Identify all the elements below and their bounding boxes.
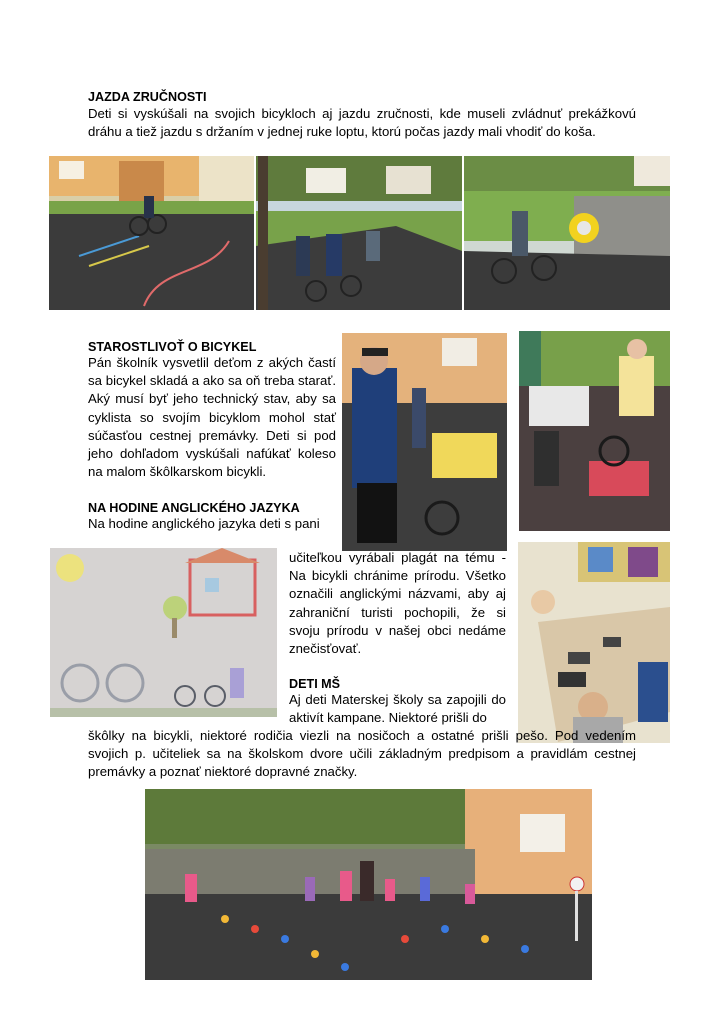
- heading-deti-ms: DETI MŠ: [289, 677, 341, 691]
- paragraph-anglictina-part2: učiteľkou vyrábali plagát na tému - Na bicykli chránime prírodu. Všetko označili anglickými názvami, aby aj zahraniční turisti pochopili, že si svoju prírodu v našej obci nedáme znečisťovať.: [289, 550, 506, 657]
- paragraph-jazda-zrucnosti: Deti si vyskúšali na svojich bicykloch aj jazdu zručnosti, kde museli zvládnuť prekážkovú dráhu a tiež jazdu s držaním v jednej ruke loptu, ktorú počas jazdy mali vhodiť do koša.: [88, 106, 636, 140]
- paragraph-anglictina-part1: Na hodine anglického jazyka deti s pani: [88, 516, 320, 531]
- paragraph-deti-ms-part1: Aj deti Materskej školy sa zapojili do aktivít kampane. Niektoré prišli do: [289, 692, 506, 726]
- photo-classroom: [518, 542, 670, 743]
- photo-bike-repair-2: [519, 331, 670, 531]
- heading-starostlivost: STAROSTLIVOŤ O BICYKEL: [88, 340, 257, 354]
- photo-ball-basket: [464, 156, 670, 310]
- photo-bike-repair-1: [342, 333, 507, 551]
- paragraph-starostlivost: Pán školník vysvetlil deťom z akých častí sa bicykel skladá a ako sa oň treba starať. Aký musí byť jeho technický stav, aby sa cyklista so svojím bicyklom mohol stať súčasťou cestnej premávky. Deti si pod jeho dohľadom vyskúšali nafúkať koleso na malom škôlkarskom bicykli.: [88, 355, 336, 480]
- photo-obstacle-course-1: [49, 156, 254, 310]
- photo-poster: [50, 548, 277, 717]
- heading-anglictina: NA HODINE ANGLICKÉHO JAZYKA: [88, 501, 300, 515]
- heading-jazda-zrucnosti: JAZDA ZRUČNOSTI: [88, 90, 207, 104]
- photo-kindergarten-yard: [145, 789, 592, 980]
- paragraph-deti-ms-part2: škôlky na bicykli, niektoré rodičia viezli na nosičoch a ostatné prišli pešo. Pod vedením svojich p. učiteliek sa na školskom dvore učili základným predpisom a pravidlám cestnej premávky a poznať niektoré dopravné značky.: [88, 728, 636, 780]
- photo-obstacle-course-2: [256, 156, 462, 310]
